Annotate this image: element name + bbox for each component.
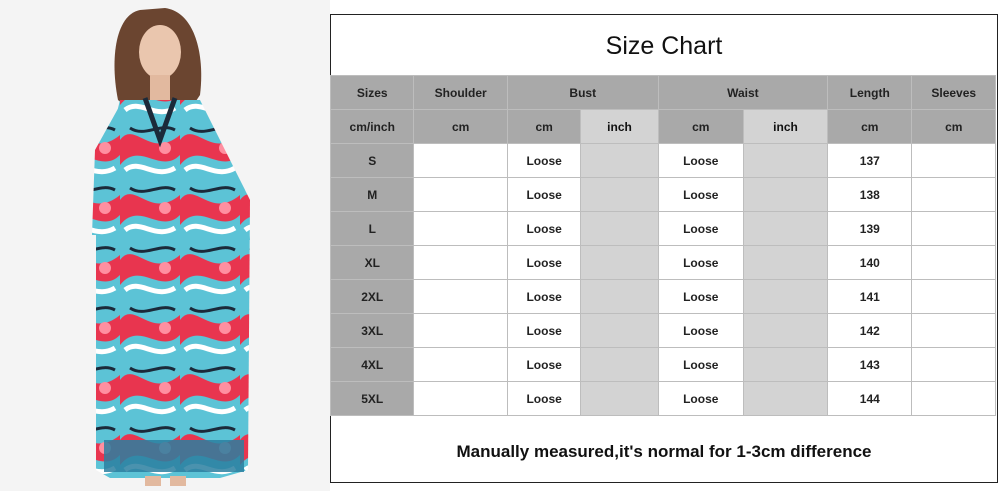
waist-inch-cell [743, 212, 827, 246]
length-cell: 141 [828, 280, 912, 314]
waist-inch-cell [743, 280, 827, 314]
sleeves-cell [912, 246, 996, 280]
bust-inch-cell [581, 246, 658, 280]
header-length: Length [828, 76, 912, 110]
bust-cm-cell: Loose [507, 280, 580, 314]
unit-waist-cm: cm [658, 110, 743, 144]
size-cell: XL [331, 246, 414, 280]
length-cell: 137 [828, 144, 912, 178]
unit-length: cm [828, 110, 912, 144]
sleeves-cell [912, 314, 996, 348]
size-cell: 4XL [331, 348, 414, 382]
table-row [331, 280, 996, 314]
length-cell: 139 [828, 212, 912, 246]
size-cell: S [331, 144, 414, 178]
sleeves-cell [912, 382, 996, 416]
header-row [331, 76, 996, 110]
size-cell: 2XL [331, 280, 414, 314]
bust-inch-cell [581, 144, 658, 178]
length-cell: 138 [828, 178, 912, 212]
shoulder-cell [414, 314, 507, 348]
length-cell: 143 [828, 348, 912, 382]
size-cell: M [331, 178, 414, 212]
sleeves-cell [912, 212, 996, 246]
header-bust: Bust [507, 76, 658, 110]
unit-sizes: cm/inch [331, 110, 414, 144]
bust-inch-cell [581, 212, 658, 246]
bust-inch-cell [581, 382, 658, 416]
table-row [331, 212, 996, 246]
bust-inch-cell [581, 280, 658, 314]
bust-cm-cell: Loose [507, 314, 580, 348]
bust-cm-cell: Loose [507, 212, 580, 246]
measurement-note: Manually measured,it's normal for 1-3cm difference [456, 442, 872, 461]
bust-inch-cell [581, 348, 658, 382]
bust-inch-cell [581, 178, 658, 212]
shoulder-cell [414, 144, 507, 178]
bust-cm-cell: Loose [507, 178, 580, 212]
table-row [331, 314, 996, 348]
bust-cm-cell: Loose [507, 144, 580, 178]
waist-cm-cell: Loose [658, 178, 743, 212]
shoulder-cell [414, 212, 507, 246]
bust-cm-cell: Loose [507, 246, 580, 280]
table-row [331, 246, 996, 280]
header-sleeves: Sleeves [912, 76, 996, 110]
chart-title: Size Chart [605, 32, 723, 60]
length-cell: 140 [828, 246, 912, 280]
sleeves-cell [912, 144, 996, 178]
unit-bust-cm: cm [507, 110, 580, 144]
waist-cm-cell: Loose [658, 314, 743, 348]
unit-sleeves: cm [912, 110, 996, 144]
waist-inch-cell [743, 314, 827, 348]
unit-waist-inch: inch [743, 110, 827, 144]
waist-cm-cell: Loose [658, 212, 743, 246]
length-cell: 142 [828, 314, 912, 348]
unit-shoulder: cm [414, 110, 507, 144]
shoulder-cell [414, 348, 507, 382]
table-row [331, 144, 996, 178]
bust-cm-cell: Loose [507, 348, 580, 382]
product-photo [0, 0, 330, 491]
header-sizes: Sizes [331, 76, 414, 110]
shoulder-cell [414, 280, 507, 314]
header-waist: Waist [658, 76, 827, 110]
waist-cm-cell: Loose [658, 382, 743, 416]
bust-cm-cell: Loose [507, 382, 580, 416]
waist-cm-cell: Loose [658, 144, 743, 178]
shoulder-cell [414, 246, 507, 280]
unit-bust-inch: inch [581, 110, 658, 144]
model-in-kaftan-image [0, 0, 330, 491]
waist-inch-cell [743, 144, 827, 178]
length-cell: 144 [828, 382, 912, 416]
waist-cm-cell: Loose [658, 280, 743, 314]
table-row [331, 178, 996, 212]
bust-inch-cell [581, 314, 658, 348]
size-cell: 3XL [331, 314, 414, 348]
waist-inch-cell [743, 382, 827, 416]
shoulder-cell [414, 382, 507, 416]
unit-row [331, 110, 996, 144]
size-rows [331, 144, 996, 416]
waist-inch-cell [743, 246, 827, 280]
sleeves-cell [912, 348, 996, 382]
waist-inch-cell [743, 178, 827, 212]
waist-inch-cell [743, 348, 827, 382]
waist-cm-cell: Loose [658, 348, 743, 382]
sleeves-cell [912, 178, 996, 212]
table-row [331, 348, 996, 382]
table-row [331, 382, 996, 416]
size-chart [330, 14, 998, 483]
sleeves-cell [912, 280, 996, 314]
size-table [330, 75, 996, 416]
header-shoulder: Shoulder [414, 76, 507, 110]
shoulder-cell [414, 178, 507, 212]
waist-cm-cell: Loose [658, 246, 743, 280]
size-cell: 5XL [331, 382, 414, 416]
size-cell: L [331, 212, 414, 246]
